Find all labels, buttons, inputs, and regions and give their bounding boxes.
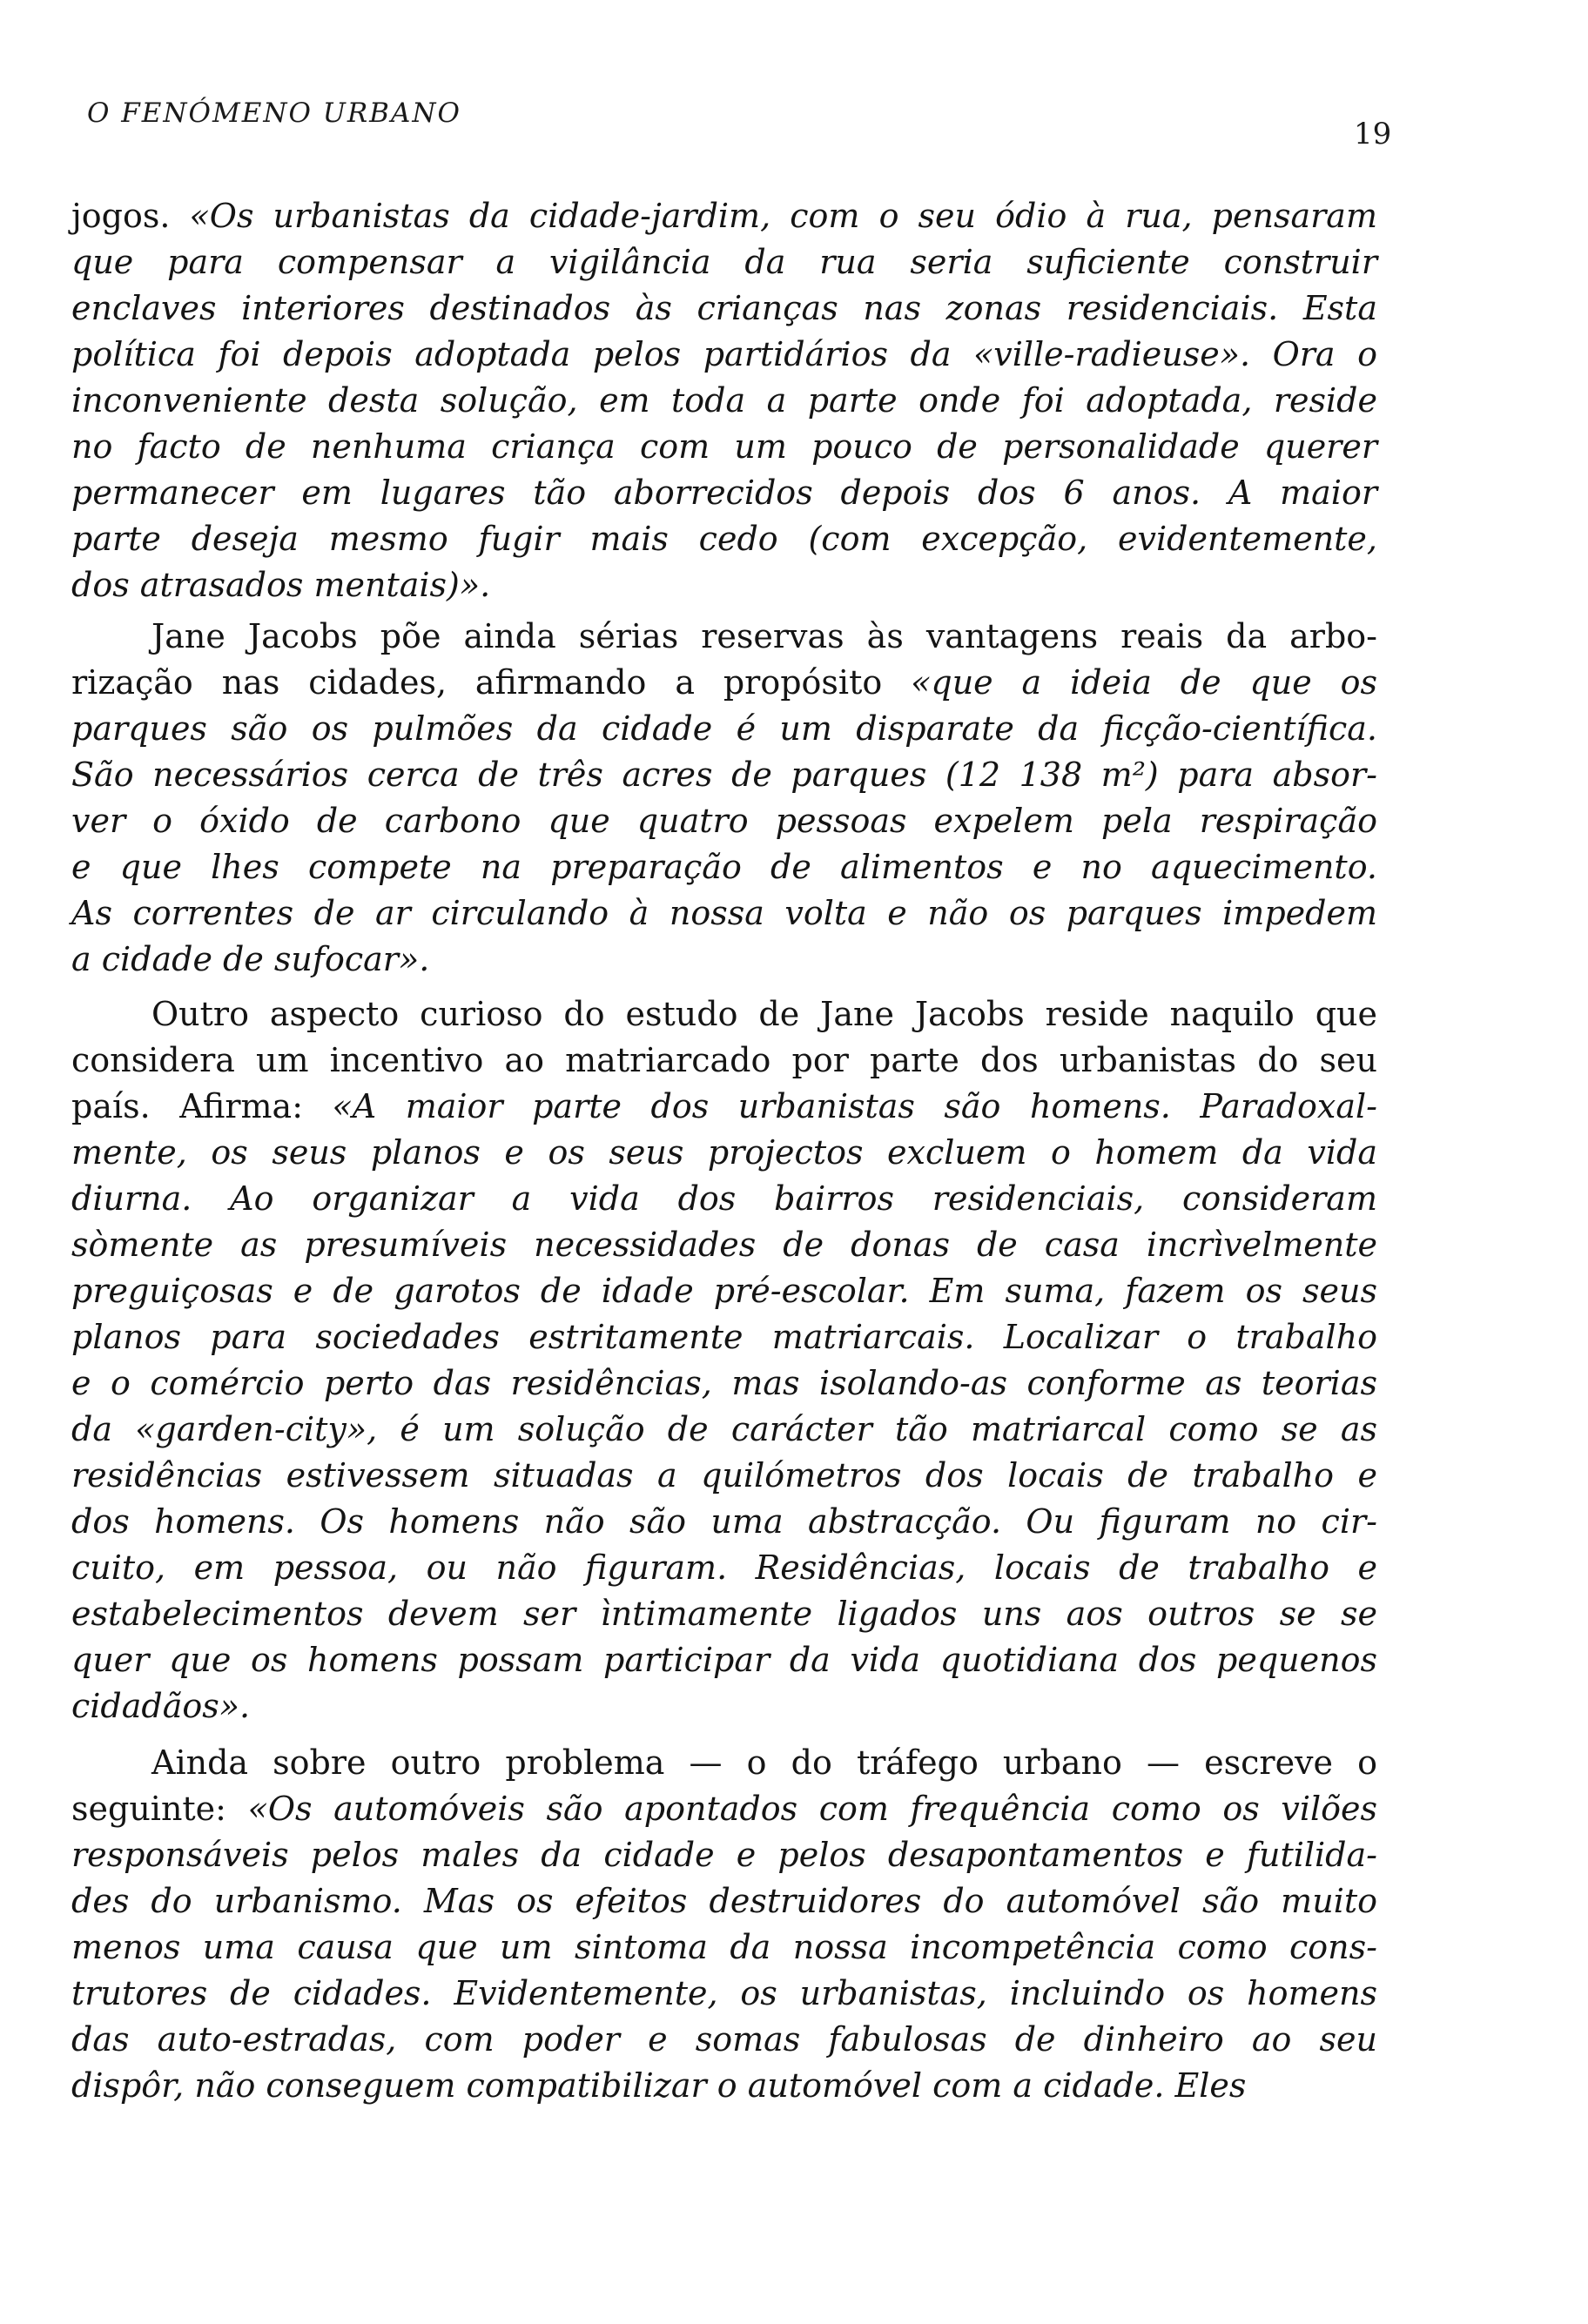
text-segment: país. Afirma:: [71, 1087, 333, 1125]
text-line: [71, 991, 1377, 1038]
page-number: 19: [1354, 117, 1392, 151]
text-line: [71, 752, 1377, 798]
italic-segment: São necessários cerca de três acres de parques (12 138 m²) para absor-: [71, 756, 1377, 794]
italic-segment: mente, os seus planos e os seus projectos excluem o homem da vida: [71, 1133, 1377, 1172]
text-line: [71, 1878, 1377, 1924]
italic-segment: dispôr, não conseguem compatibilizar o automóvel com a cidade. Eles: [71, 2066, 1247, 2105]
italic-segment: parques são os pulmões da cidade é um disparate da ficção-científica.: [71, 709, 1377, 748]
text-line: [71, 1130, 1377, 1176]
text-line: [71, 1360, 1377, 1407]
text-line: [71, 1268, 1377, 1314]
paragraph: [71, 991, 1377, 1730]
text-line: [71, 1453, 1377, 1499]
italic-segment: ver o óxido de carbono que quatro pessoas expelem pela respiração: [71, 802, 1377, 840]
italic-segment: «Os urbanistas da cidade-jardim, com o seu ódio à rua, pensaram: [189, 197, 1377, 235]
text-line: [71, 890, 1377, 937]
text-line: [71, 1971, 1377, 2017]
italic-segment: residências estivessem situadas a quilómetros dos locais de trabalho e: [71, 1456, 1377, 1494]
italic-segment: que para compensar a vigilância da rua seria suficiente construir: [71, 243, 1377, 281]
text-line: [71, 1084, 1377, 1130]
italic-segment: «que a ideia de que os: [911, 663, 1377, 702]
text-line: [71, 1924, 1377, 1971]
text-line: [71, 1499, 1377, 1545]
text-segment: rização nas cidades, afirmando a propósito: [71, 663, 912, 702]
italic-segment: dos homens. Os homens não são uma abstracção. Ou figuram no cir-: [71, 1502, 1377, 1541]
text-line: [71, 562, 1377, 608]
text-line: [71, 2017, 1377, 2063]
italic-segment: menos uma causa que um sintoma da nossa incompetência como cons-: [71, 1928, 1377, 1966]
italic-segment: trutores de cidades. Evidentemente, os urbanistas, incluindo os homens: [71, 1974, 1377, 2012]
italic-segment: e o comércio perto das residências, mas isolando-as conforme as teorias: [71, 1364, 1377, 1402]
paragraph: [71, 1740, 1377, 2109]
text-line: [71, 937, 1377, 983]
text-line: [71, 2063, 1377, 2109]
italic-segment: cidadãos».: [71, 1687, 251, 1725]
text-line: [71, 470, 1377, 516]
italic-segment: planos para sociedades estritamente matriarcais. Localizar o trabalho: [71, 1318, 1377, 1356]
body-text: [71, 193, 1377, 2109]
text-line: [71, 1222, 1377, 1268]
italic-segment: dos atrasados mentais)».: [71, 566, 491, 604]
italic-segment: estabelecimentos devem ser ìntimamente ligados uns aos outros se se: [71, 1595, 1377, 1633]
italic-segment: da «garden-city», é um solução de carácter tão matriarcal como se as: [71, 1410, 1377, 1448]
italic-segment: cuito, em pessoa, ou não figuram. Residências, locais de trabalho e: [71, 1548, 1377, 1587]
text-line: [71, 660, 1377, 706]
text-line: [71, 332, 1377, 378]
italic-segment: no facto de nenhuma criança com um pouco de personalidade querer: [71, 427, 1377, 466]
italic-segment: responsáveis pelos males da cidade e pelos desapontamentos e futilida-: [71, 1836, 1377, 1874]
text-line: [71, 1740, 1377, 1786]
italic-segment: política foi depois adoptada pelos partidários da «ville-radieuse». Ora o: [71, 335, 1377, 373]
text-line: [71, 193, 1377, 239]
italic-segment: des do urbanismo. Mas os efeitos destruidores do automóvel são muito: [71, 1882, 1377, 1920]
text-line: [71, 239, 1377, 285]
text-line: [71, 844, 1377, 890]
text-line: [71, 706, 1377, 752]
italic-segment: enclaves interiores destinados às crianças nas zonas residenciais. Esta: [71, 289, 1377, 327]
text-line: [71, 1591, 1377, 1637]
text-line: [71, 1683, 1377, 1730]
text-line: [71, 1407, 1377, 1453]
text-line: [71, 798, 1377, 844]
text-line: [71, 1176, 1377, 1222]
italic-segment: preguiçosas e de garotos de idade pré-escolar. Em suma, fazem os seus: [71, 1272, 1377, 1310]
text-line: [71, 1832, 1377, 1878]
text-segment: jogos.: [71, 197, 190, 235]
text-line: [71, 1545, 1377, 1591]
paragraph: [71, 614, 1377, 983]
text-segment: considera um incentivo ao matriarcado por parte dos urbanistas do seu: [71, 1041, 1377, 1079]
running-title: O FENÓMENO URBANO: [87, 97, 461, 129]
italic-segment: e que lhes compete na preparação de alimentos e no aquecimento.: [71, 848, 1377, 886]
text-line: [71, 1038, 1377, 1084]
italic-segment: inconveniente desta solução, em toda a parte onde foi adoptada, reside: [71, 381, 1377, 420]
italic-segment: parte deseja mesmo fugir mais cedo (com excepção, evidentemente,: [71, 520, 1377, 558]
paragraph: [71, 193, 1377, 608]
text-segment: Jane Jacobs põe ainda sérias reservas às vantagens reais da arbo-: [151, 617, 1377, 655]
text-line: [71, 1786, 1377, 1832]
italic-segment: das auto-estradas, com poder e somas fabulosas de dinheiro ao seu: [71, 2020, 1377, 2059]
text-segment: Ainda sobre outro problema — o do tráfego urbano — escreve o: [151, 1743, 1377, 1782]
text-segment: seguinte:: [71, 1790, 248, 1828]
text-segment: Outro aspecto curioso do estudo de Jane Jacobs reside naquilo que: [151, 995, 1377, 1033]
text-line: [71, 516, 1377, 562]
text-line: [71, 424, 1377, 470]
italic-segment: quer que os homens possam participar da vida quotidiana dos pequenos: [71, 1641, 1377, 1679]
italic-segment: sòmente as presumíveis necessidades de donas de casa incrìvelmente: [71, 1226, 1377, 1264]
text-line: [71, 285, 1377, 332]
italic-segment: permanecer em lugares tão aborrecidos depois dos 6 anos. A maior: [71, 474, 1377, 512]
text-line: [71, 614, 1377, 660]
text-line: [71, 1314, 1377, 1360]
italic-segment: a cidade de sufocar».: [71, 940, 430, 978]
italic-segment: As correntes de ar circulando à nossa volta e não os parques impedem: [71, 894, 1377, 932]
italic-segment: «A maior parte dos urbanistas são homens. Paradoxal-: [332, 1087, 1377, 1125]
text-line: [71, 1637, 1377, 1683]
italic-segment: diurna. Ao organizar a vida dos bairros residenciais, consideram: [71, 1179, 1377, 1218]
text-line: [71, 378, 1377, 424]
italic-segment: «Os automóveis são apontados com frequência como os vilões: [247, 1790, 1378, 1828]
